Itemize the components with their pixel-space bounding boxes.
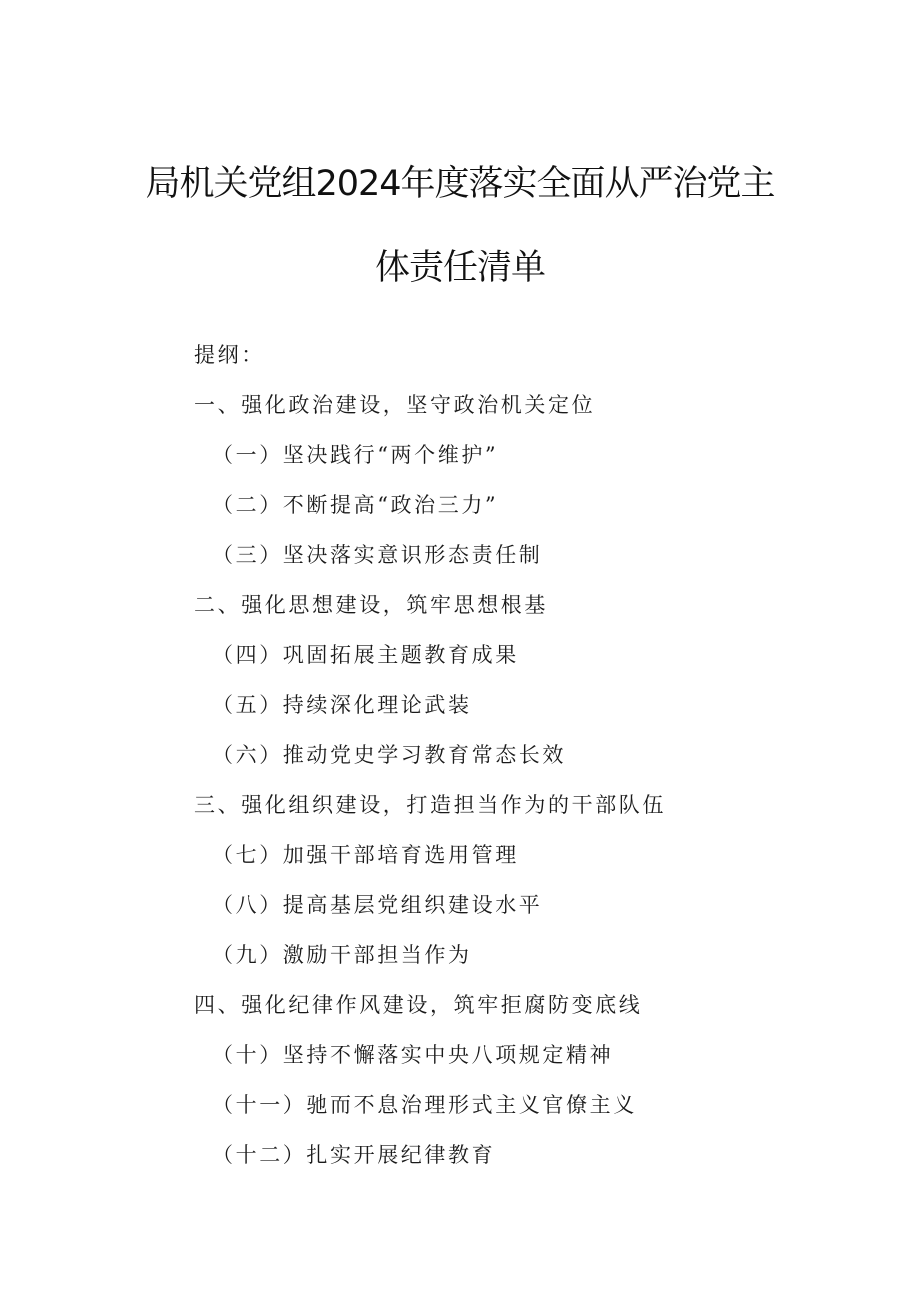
outline-item-7: （七）加强干部培育选用管理 (212, 843, 519, 867)
outline-item-1: （一）坚决践行“两个维护” (212, 443, 499, 467)
document-title-line1: 局机关党组2024年度落实全面从严治党主 (145, 164, 775, 204)
section-heading-4: 四、强化纪律作风建设，筑牢拒腐防变底线 (194, 993, 643, 1017)
outline-item-3: （三）坚决落实意识形态责任制 (212, 543, 543, 567)
outline-label: 提纲： (194, 343, 265, 367)
section-heading-3: 三、强化组织建设，打造担当作为的干部队伍 (194, 793, 666, 817)
outline-item-9: （九）激励干部担当作为 (212, 943, 472, 967)
section-heading-2: 二、强化思想建设，筑牢思想根基 (194, 593, 548, 617)
outline-item-11: （十一）驰而不息治理形式主义官僚主义 (212, 1093, 637, 1117)
section-heading-1: 一、强化政治建设，坚守政治机关定位 (194, 393, 596, 417)
document-title-line2: 体责任清单 (374, 248, 545, 288)
outline-item-12: （十二）扎实开展纪律教育 (212, 1143, 496, 1167)
outline-item-8: （八）提高基层党组织建设水平 (212, 893, 543, 917)
outline-item-4: （四）巩固拓展主题教育成果 (212, 643, 519, 667)
outline-item-10: （十）坚持不懈落实中央八项规定精神 (212, 1043, 614, 1067)
outline-item-2: （二）不断提高“政治三力” (212, 493, 499, 517)
outline-item-5: （五）持续深化理论武装 (212, 693, 472, 717)
outline-item-6: （六）推动党史学习教育常态长效 (212, 743, 566, 767)
